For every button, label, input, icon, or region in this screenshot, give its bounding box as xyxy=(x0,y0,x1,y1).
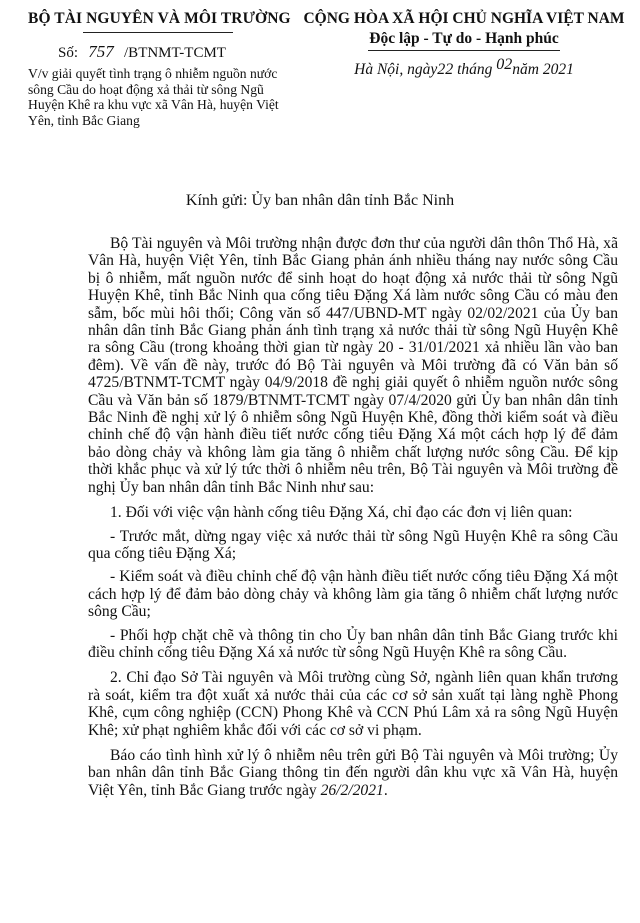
date-prefix: Hà Nội, ngày xyxy=(354,61,438,78)
date-month: 02 xyxy=(496,56,513,73)
doc-number-suffix: /BTNMT-TCMT xyxy=(124,45,226,61)
intro-paragraph: Bộ Tài nguyên và Môi trường nhận được đơn thư của người dân thôn Thổ Hà, xã Vân Hà, huyện Việt Yên, tỉnh Bắc Giang phản ánh nhiều tháng nay nước sông Cầu bị ô nhiễm, mất nguồn nước để sinh hoạt do hoạt động xả nước thải từ sông Ngũ Huyện Khê, tỉnh Bắc Ninh qua cống tiêu Đặng Xá làm nước sông Cầu có màu đen sẫm, bốc mùi hôi thối; Công văn số 447/UBND-MT ngày 02/02/2021 của Ủy ban nhân dân tỉnh Bắc Giang phản ánh tình trạng xả nước thải từ sông Ngũ Huyện Khê ra sông Cầu (trong khoảng thời gian từ ngày 20 - 31/01/2021 xả nhiều lần vào ban đêm). Về vấn đề này, trước đó Bộ Tài nguyên và Môi trường đã có Văn bản số 4725/BTNMT-TCMT ngày 04/9/2018 đề nghị giải quyết ô nhiễm nguồn nước sông Cầu và Văn bản số 1879/BTNMT-TCMT ngày 07/4/2020 gửi Ủy ban nhân dân tỉnh Bắc Ninh đề nghị xử lý ô nhiễm sông Ngũ Huyện Khê, đồng thời kiểm soát và điều chỉnh chế độ vận hành điều tiết nước cống tiêu Đặng Xá một cách hợp lý để đảm bảo dòng chảy và không làm gia tăng ô nhiễm chất lượng nước sông Cầu. Để kịp thời khắc phục và xử lý tức thời ô nhiễm nêu trên, Bộ Tài nguyên và Môi trường đề nghị Ủy ban nhân dân tỉnh Bắc Ninh như sau: xyxy=(88,235,618,496)
date-day: 22 xyxy=(437,61,454,78)
closing-text: Báo cáo tình hình xử lý ô nhiễm nêu trên gửi Bộ Tài nguyên và Môi trường; Ủy ban nhân dân tỉnh Bắc Giang thông tin đến người dân khu vực xã Vân Hà, huyện Việt Yên, tỉnh Bắc Giang trước ngày xyxy=(88,746,618,799)
letter-body xyxy=(88,235,618,807)
item-1-bullet-a: - Trước mắt, dừng ngay việc xả nước thải từ sông Ngũ Huyện Khê ra sông Cầu qua cống tiêu Đặng Xá; xyxy=(88,527,618,562)
issue-date xyxy=(296,56,632,79)
issuer-block xyxy=(28,10,291,128)
date-month-label: tháng xyxy=(453,61,497,78)
recipient-line: Kính gửi: Ủy ban nhân dân tỉnh Bắc Ninh xyxy=(185,192,455,209)
deadline-date: 26/2/2021 xyxy=(320,781,384,799)
closing-paragraph xyxy=(88,747,618,799)
item-1-bullet-c: - Phối hợp chặt chẽ và thông tin cho Ủy ban nhân dân tỉnh Bắc Giang trước khi điều chỉnh cống tiêu Đặng Xá xả nước từ sông Ngũ Huyện Khê ra sông Cầu. xyxy=(88,626,618,661)
ministry-underline xyxy=(83,32,233,33)
closing-end: . xyxy=(383,781,388,799)
motto-underline xyxy=(368,50,560,51)
document-subject: V/v giải quyết tình trạng ô nhiễm nguồn nước sông Cầu do hoạt động xả thải từ sông Ngũ Huyện Khê ra khu vực xã Vân Hà, huyện Việt Yên, tỉnh Bắc Giang xyxy=(28,66,279,128)
republic-name: CỘNG HÒA XÃ HỘI CHỦ NGHĨA VIỆT NAM xyxy=(303,10,625,27)
document-number xyxy=(28,42,288,62)
national-header xyxy=(296,10,632,79)
item-2-paragraph: 2. Chỉ đạo Sở Tài nguyên và Môi trường cùng Sở, ngành liên quan khẩn trương rà soát, kiểm tra đột xuất xả nước thải của các cơ sở sản xuất tại làng nghề Phong Khê, cụm công nghiệp (CCN) Phong Khê và CCN Phú Lâm xả ra sông Ngũ Huyện Khê; xử phạt nghiêm khắc đối với các cơ sở vi phạm. xyxy=(88,669,618,739)
ministry-name: BỘ TÀI NGUYÊN VÀ MÔI TRƯỜNG xyxy=(28,10,291,27)
item-1-heading: 1. Đối với việc vận hành cống tiêu Đặng Xá, chỉ đạo các đơn vị liên quan: xyxy=(110,504,573,522)
national-motto: Độc lập - Tự do - Hạnh phúc xyxy=(369,30,559,47)
date-year: năm 2021 xyxy=(512,61,574,78)
item-1-bullet-b: - Kiểm soát và điều chỉnh chế độ vận hành điều tiết nước cống tiêu Đặng Xá một cách hợp lý để đảm bảo dòng chảy và không làm gia tăng ô nhiễm chất lượng nước sông Cầu; xyxy=(88,568,618,621)
doc-number-value: 757 xyxy=(88,42,114,61)
doc-number-prefix: Số: xyxy=(58,45,79,61)
